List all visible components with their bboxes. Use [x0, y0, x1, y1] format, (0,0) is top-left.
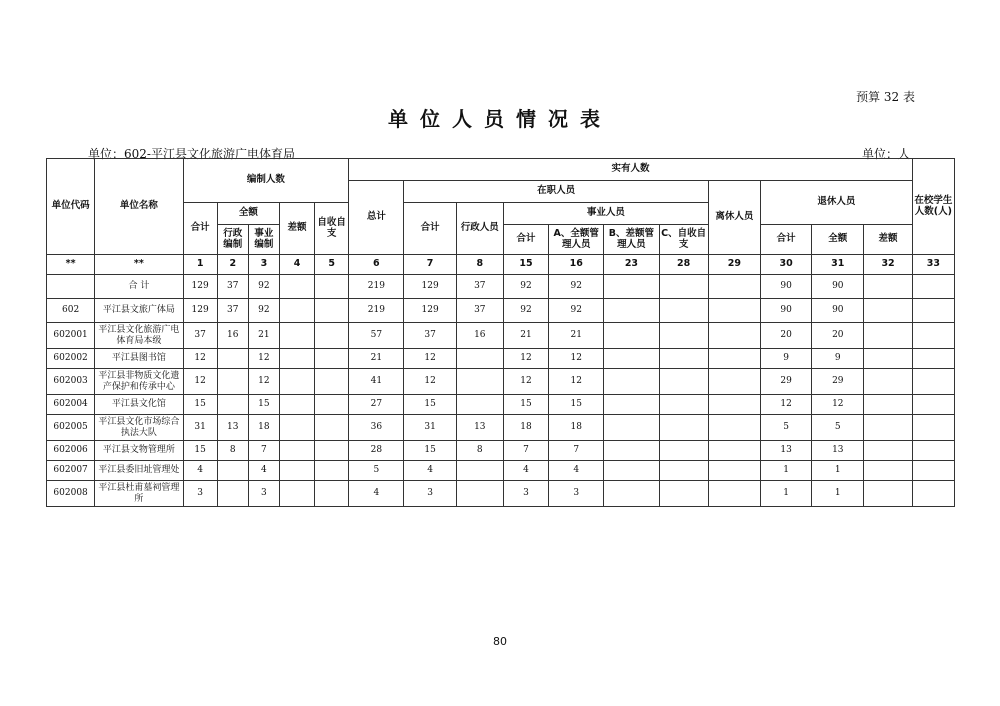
- cell-value: 90: [812, 275, 864, 299]
- cell-value: [456, 395, 503, 415]
- cell-value: [912, 481, 954, 507]
- header-actual: 实有人数: [349, 159, 912, 181]
- cell-value: [912, 441, 954, 461]
- cell-value: 29: [812, 369, 864, 395]
- col-num: 33: [912, 255, 954, 275]
- cell-value: [912, 349, 954, 369]
- cell-value: 92: [549, 275, 604, 299]
- cell-value: 31: [183, 415, 217, 441]
- cell-value: 13: [456, 415, 503, 441]
- cell-code: 602003: [47, 369, 95, 395]
- header-retired-full: 全额: [812, 225, 864, 255]
- cell-value: 4: [183, 461, 217, 481]
- cell-name: 平江县文化市场综合执法大队: [95, 415, 183, 441]
- cell-value: [912, 395, 954, 415]
- cell-value: 4: [503, 461, 548, 481]
- header-retired: 退休人员: [760, 181, 912, 225]
- col-num: 28: [659, 255, 708, 275]
- cell-value: 31: [404, 415, 456, 441]
- cell-value: 92: [248, 275, 279, 299]
- cell-value: [708, 349, 760, 369]
- cell-value: 92: [503, 299, 548, 323]
- col-num: 32: [864, 255, 912, 275]
- cell-value: 3: [183, 481, 217, 507]
- cell-value: [604, 415, 659, 441]
- cell-value: 12: [503, 349, 548, 369]
- cell-value: [708, 275, 760, 299]
- cell-value: [315, 299, 349, 323]
- cell-value: [315, 369, 349, 395]
- cell-value: [912, 323, 954, 349]
- table-row: [47, 349, 955, 369]
- col-num: 29: [708, 255, 760, 275]
- header-retired-diff: 差额: [864, 225, 912, 255]
- table-row: [47, 415, 955, 441]
- cell-value: [315, 415, 349, 441]
- cell-value: [279, 275, 314, 299]
- cell-value: 12: [183, 349, 217, 369]
- header-students: 在校学生人数(人): [912, 159, 954, 255]
- col-num: 6: [349, 255, 404, 275]
- cell-value: [708, 461, 760, 481]
- col-num: **: [47, 255, 95, 275]
- cell-code: 602006: [47, 441, 95, 461]
- cell-value: [864, 415, 912, 441]
- cell-value: 37: [404, 323, 456, 349]
- header-type-c: C、自收自支: [659, 225, 708, 255]
- cell-value: 20: [760, 323, 811, 349]
- cell-name: 平江县杜甫墓祠管理所: [95, 481, 183, 507]
- cell-value: [456, 481, 503, 507]
- cell-value: [604, 349, 659, 369]
- cell-value: 4: [549, 461, 604, 481]
- col-num: 3: [248, 255, 279, 275]
- cell-value: 3: [549, 481, 604, 507]
- col-num: 15: [503, 255, 548, 275]
- page-title: 单位人员情况表: [388, 107, 612, 131]
- cell-value: [659, 415, 708, 441]
- cell-value: [864, 299, 912, 323]
- header-staffing-subtotal: 合计: [183, 203, 217, 255]
- cell-value: 8: [217, 441, 248, 461]
- cell-value: [456, 461, 503, 481]
- cell-code: 602007: [47, 461, 95, 481]
- cell-value: 37: [217, 299, 248, 323]
- table-row: [47, 461, 955, 481]
- cell-value: [315, 275, 349, 299]
- cell-value: [604, 275, 659, 299]
- cell-value: 219: [349, 299, 404, 323]
- cell-value: [217, 395, 248, 415]
- cell-value: 7: [549, 441, 604, 461]
- cell-value: [708, 415, 760, 441]
- cell-value: 15: [503, 395, 548, 415]
- personnel-table: [46, 158, 955, 507]
- cell-value: 37: [456, 299, 503, 323]
- cell-value: [604, 441, 659, 461]
- cell-value: 90: [760, 299, 811, 323]
- cell-value: [315, 395, 349, 415]
- table-row: [47, 275, 955, 299]
- cell-code: 602005: [47, 415, 95, 441]
- cell-value: [279, 369, 314, 395]
- cell-value: 92: [248, 299, 279, 323]
- cell-value: [279, 461, 314, 481]
- cell-value: [456, 369, 503, 395]
- cell-name: 平江县文旅广体局: [95, 299, 183, 323]
- table-row: [47, 481, 955, 507]
- cell-value: 12: [549, 349, 604, 369]
- cell-value: [659, 395, 708, 415]
- cell-value: 129: [404, 275, 456, 299]
- col-num: 4: [279, 255, 314, 275]
- header-public-staff: 事业人员: [503, 203, 708, 225]
- cell-value: [912, 369, 954, 395]
- cell-value: [279, 299, 314, 323]
- cell-value: [912, 275, 954, 299]
- cell-value: [708, 481, 760, 507]
- cell-value: 92: [549, 299, 604, 323]
- cell-value: 12: [812, 395, 864, 415]
- cell-value: [604, 323, 659, 349]
- col-num: 16: [549, 255, 604, 275]
- cell-value: [217, 369, 248, 395]
- cell-value: [659, 299, 708, 323]
- cell-value: [864, 395, 912, 415]
- header-total: 总计: [349, 181, 404, 255]
- cell-value: 37: [456, 275, 503, 299]
- cell-value: [864, 369, 912, 395]
- cell-value: [217, 461, 248, 481]
- cell-value: 4: [404, 461, 456, 481]
- cell-value: 16: [217, 323, 248, 349]
- cell-value: [659, 461, 708, 481]
- cell-value: 1: [760, 461, 811, 481]
- cell-value: 13: [760, 441, 811, 461]
- table-row: [47, 441, 955, 461]
- cell-value: [864, 275, 912, 299]
- cell-value: 37: [217, 275, 248, 299]
- cell-value: 28: [349, 441, 404, 461]
- column-number-row: [47, 255, 955, 275]
- cell-value: 5: [760, 415, 811, 441]
- cell-value: 12: [183, 369, 217, 395]
- cell-value: 129: [183, 299, 217, 323]
- cell-value: [708, 299, 760, 323]
- cell-value: 7: [248, 441, 279, 461]
- cell-code: 602004: [47, 395, 95, 415]
- table-row: [47, 323, 955, 349]
- cell-value: [315, 461, 349, 481]
- cell-value: [864, 441, 912, 461]
- cell-value: 12: [503, 369, 548, 395]
- cell-value: [708, 369, 760, 395]
- cell-value: 4: [349, 481, 404, 507]
- cell-value: [912, 461, 954, 481]
- cell-value: 13: [217, 415, 248, 441]
- col-num: 31: [812, 255, 864, 275]
- col-num: 7: [404, 255, 456, 275]
- cell-value: 129: [183, 275, 217, 299]
- header-type-b: B、差额管理人员: [604, 225, 659, 255]
- cell-value: 9: [812, 349, 864, 369]
- cell-value: [456, 349, 503, 369]
- cell-value: [912, 415, 954, 441]
- cell-code: 602002: [47, 349, 95, 369]
- cell-value: [217, 349, 248, 369]
- cell-value: [708, 323, 760, 349]
- header-retired-cadre: 离休人员: [708, 181, 760, 255]
- cell-value: [708, 395, 760, 415]
- cell-value: 1: [760, 481, 811, 507]
- cell-value: [279, 441, 314, 461]
- header-in-service-total: 合计: [404, 203, 456, 255]
- cell-name: 平江县委旧址管理处: [95, 461, 183, 481]
- cell-value: [604, 395, 659, 415]
- cell-value: 12: [404, 349, 456, 369]
- table-row: [47, 395, 955, 415]
- cell-value: 27: [349, 395, 404, 415]
- cell-value: [659, 349, 708, 369]
- col-num: 1: [183, 255, 217, 275]
- cell-value: 15: [183, 395, 217, 415]
- header-admin-staff: 行政人员: [456, 203, 503, 255]
- cell-code: 602001: [47, 323, 95, 349]
- cell-value: 12: [760, 395, 811, 415]
- cell-value: 15: [248, 395, 279, 415]
- cell-value: 90: [812, 299, 864, 323]
- unit-label: 单位：602-平江县文化旅游广电体育局: [88, 147, 295, 161]
- measure-unit-label: 单位：人: [862, 147, 911, 161]
- cell-value: 15: [549, 395, 604, 415]
- cell-value: [604, 369, 659, 395]
- header-public-staffing: 事业编制: [248, 225, 279, 255]
- cell-value: 41: [349, 369, 404, 395]
- cell-value: [279, 349, 314, 369]
- col-num: 30: [760, 255, 811, 275]
- col-num: **: [95, 255, 183, 275]
- cell-name: 平江县文物管理所: [95, 441, 183, 461]
- header-name: 单位名称: [95, 159, 183, 255]
- cell-value: [279, 481, 314, 507]
- cell-value: 219: [349, 275, 404, 299]
- cell-value: 18: [503, 415, 548, 441]
- cell-value: 18: [248, 415, 279, 441]
- cell-value: 12: [248, 349, 279, 369]
- col-num: 23: [604, 255, 659, 275]
- cell-value: [864, 481, 912, 507]
- cell-value: 4: [248, 461, 279, 481]
- header-in-service: 在职人员: [404, 181, 708, 203]
- cell-name: 平江县文化馆: [95, 395, 183, 415]
- page-number: 80: [493, 635, 507, 648]
- cell-value: 1: [812, 481, 864, 507]
- cell-value: 3: [404, 481, 456, 507]
- cell-code: 602008: [47, 481, 95, 507]
- cell-name: 平江县文化旅游广电体育局本级: [95, 323, 183, 349]
- cell-value: [315, 349, 349, 369]
- cell-value: 16: [456, 323, 503, 349]
- header-full-amount: 全额: [217, 203, 279, 225]
- header-admin-staffing: 行政编制: [217, 225, 248, 255]
- cell-value: 15: [404, 395, 456, 415]
- cell-value: 7: [503, 441, 548, 461]
- cell-value: [279, 415, 314, 441]
- cell-value: 21: [349, 349, 404, 369]
- header-staffing: 编制人数: [183, 159, 349, 203]
- cell-value: [864, 323, 912, 349]
- cell-value: [315, 323, 349, 349]
- cell-value: [604, 461, 659, 481]
- cell-value: 36: [349, 415, 404, 441]
- cell-value: 57: [349, 323, 404, 349]
- header-retired-total: 合计: [760, 225, 811, 255]
- cell-value: 20: [812, 323, 864, 349]
- cell-value: [279, 323, 314, 349]
- cell-value: 21: [248, 323, 279, 349]
- table-number: 预算 32 表: [856, 90, 915, 104]
- cell-value: 29: [760, 369, 811, 395]
- cell-value: [659, 275, 708, 299]
- cell-value: 15: [404, 441, 456, 461]
- cell-value: [217, 481, 248, 507]
- cell-name: 平江县非物质文化遗产保护和传承中心: [95, 369, 183, 395]
- cell-value: 37: [183, 323, 217, 349]
- table-row: [47, 369, 955, 395]
- cell-code: [47, 275, 95, 299]
- col-num: 2: [217, 255, 248, 275]
- cell-value: 12: [549, 369, 604, 395]
- cell-code: 602: [47, 299, 95, 323]
- cell-name: 合 计: [95, 275, 183, 299]
- cell-value: [708, 441, 760, 461]
- cell-value: 8: [456, 441, 503, 461]
- cell-value: 1: [812, 461, 864, 481]
- cell-value: [659, 323, 708, 349]
- cell-value: 9: [760, 349, 811, 369]
- cell-name: 平江县图书馆: [95, 349, 183, 369]
- cell-value: 5: [349, 461, 404, 481]
- cell-value: 13: [812, 441, 864, 461]
- cell-value: 3: [503, 481, 548, 507]
- cell-value: 21: [503, 323, 548, 349]
- cell-value: 15: [183, 441, 217, 461]
- cell-value: [912, 299, 954, 323]
- cell-value: 12: [404, 369, 456, 395]
- cell-value: [659, 441, 708, 461]
- table-row: [47, 299, 955, 323]
- cell-value: [604, 481, 659, 507]
- cell-value: [864, 461, 912, 481]
- cell-value: [279, 395, 314, 415]
- cell-value: [864, 349, 912, 369]
- header-type-a: A、全额管理人员: [549, 225, 604, 255]
- col-num: 5: [315, 255, 349, 275]
- col-num: 8: [456, 255, 503, 275]
- header-public-total: 合计: [503, 225, 548, 255]
- header-code: 单位代码: [47, 159, 95, 255]
- cell-value: 21: [549, 323, 604, 349]
- cell-value: [315, 441, 349, 461]
- cell-value: 129: [404, 299, 456, 323]
- header-self-funded: 自收自支: [315, 203, 349, 255]
- cell-value: [604, 299, 659, 323]
- cell-value: 5: [812, 415, 864, 441]
- cell-value: [659, 369, 708, 395]
- cell-value: 92: [503, 275, 548, 299]
- cell-value: 18: [549, 415, 604, 441]
- cell-value: [659, 481, 708, 507]
- cell-value: [315, 481, 349, 507]
- cell-value: 90: [760, 275, 811, 299]
- cell-value: 3: [248, 481, 279, 507]
- header-diff: 差额: [279, 203, 314, 255]
- cell-value: 12: [248, 369, 279, 395]
